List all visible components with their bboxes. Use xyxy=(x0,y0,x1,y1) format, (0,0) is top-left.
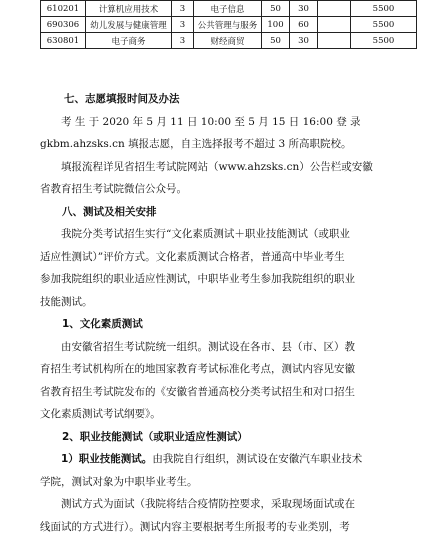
document-body xyxy=(40,88,416,538)
text-line: 省教育招生考试院发布的《安徽省普通高校分类考试招生和对口招生 xyxy=(40,385,355,398)
duration: 3 xyxy=(172,1,194,17)
text-line xyxy=(40,448,416,471)
bold-lead: 1）职业技能测试。 xyxy=(61,453,153,465)
text-run: 由我院自行组织，测试设在安徽汽车职业技术 xyxy=(152,453,363,465)
text-line: 填报流程详见省招生考试院网站（www.ahzsks.cn）公告栏或安徽 xyxy=(61,160,373,173)
empty-cell xyxy=(318,33,351,49)
subsection-1-heading: 1、文化素质测试 xyxy=(62,318,143,330)
major-category: 财经商贸 xyxy=(194,33,262,49)
table-row xyxy=(41,1,417,17)
major-name: 电子商务 xyxy=(86,33,172,49)
text-line: 适应性测试）”评价方式。文化素质测试合格者，普通高中毕业考生 xyxy=(40,250,345,263)
subsection-2-heading: 2、职业技能测试（或职业适应性测试） xyxy=(62,430,248,443)
text-line: 测试方式为面试（我院将结合疫情防控要求，采取现场面试或在 xyxy=(61,498,355,510)
major-category: 电子信息 xyxy=(194,1,262,17)
text-line: 技能测试。 xyxy=(40,295,93,308)
plan-count-2: 30 xyxy=(290,1,318,17)
text-line: gkbm.ahzsks.cn 填报志愿，自主选择报考不超过 3 所高职院校。 xyxy=(40,138,352,150)
section-8-paragraph xyxy=(40,223,416,313)
major-code: 630801 xyxy=(41,33,86,49)
subsection-2-paragraph-1 xyxy=(40,448,416,493)
text-line: 参加我院组织的职业适应性测试，中职毕业考生参加我院组织的职业 xyxy=(40,273,355,285)
duration: 3 xyxy=(172,17,194,33)
plan-count-2: 60 xyxy=(290,17,318,33)
major-category: 公共管理与服务 xyxy=(194,17,262,33)
plan-count: 50 xyxy=(262,1,290,17)
text-line: 文化素质测试考试纲要》。 xyxy=(40,408,161,420)
table-row xyxy=(41,33,417,49)
text-line: 考 生 于 2020 年 5 月 11 日 10:00 至 5 月 15 日 16:00 登 录 xyxy=(61,115,361,128)
major-name: 幼儿发展与健康管理 xyxy=(86,17,172,33)
plan-count-2: 30 xyxy=(290,33,318,49)
plan-count: 50 xyxy=(262,33,290,49)
text-line: 我院分类考试招生实行“文化素质测试＋职业技能测试（或职业 xyxy=(61,228,350,240)
tuition: 5500 xyxy=(351,33,417,49)
plan-count: 100 xyxy=(262,17,290,33)
text-line: 线面试的方式进行）。测试内容主要根据考生所报考的专业类别，考 xyxy=(40,520,350,533)
tuition: 5500 xyxy=(351,1,417,17)
duration: 3 xyxy=(172,33,194,49)
section-8-heading: 八、测试及相关安排 xyxy=(62,205,157,218)
table-row xyxy=(41,17,417,33)
tuition: 5500 xyxy=(351,17,417,33)
subsection-1-paragraph xyxy=(40,336,416,426)
empty-cell xyxy=(318,1,351,17)
major-code: 610201 xyxy=(41,1,86,17)
section-7-paragraph-2 xyxy=(40,156,416,201)
text-line: 由安徽省招生考试院统一组织。测试设在各市、县（市、区）教 xyxy=(61,340,355,353)
text-line: 省教育招生考试院微信公众号。 xyxy=(40,183,187,195)
section-7-paragraph-1 xyxy=(40,111,416,156)
major-name: 计算机应用技术 xyxy=(86,1,172,17)
section-7-heading: 七、志愿填报时间及办法 xyxy=(64,93,180,105)
empty-cell xyxy=(318,17,351,33)
enrollment-table xyxy=(40,0,417,49)
major-code: 690306 xyxy=(41,17,86,33)
text-line: 学院，测试对象为中职毕业考生。 xyxy=(40,475,198,488)
subsection-2-paragraph-2 xyxy=(40,493,416,538)
text-line: 育招生考试机构所在的地国家教育考试标准化考点，测试内容见安徽 xyxy=(40,363,355,375)
